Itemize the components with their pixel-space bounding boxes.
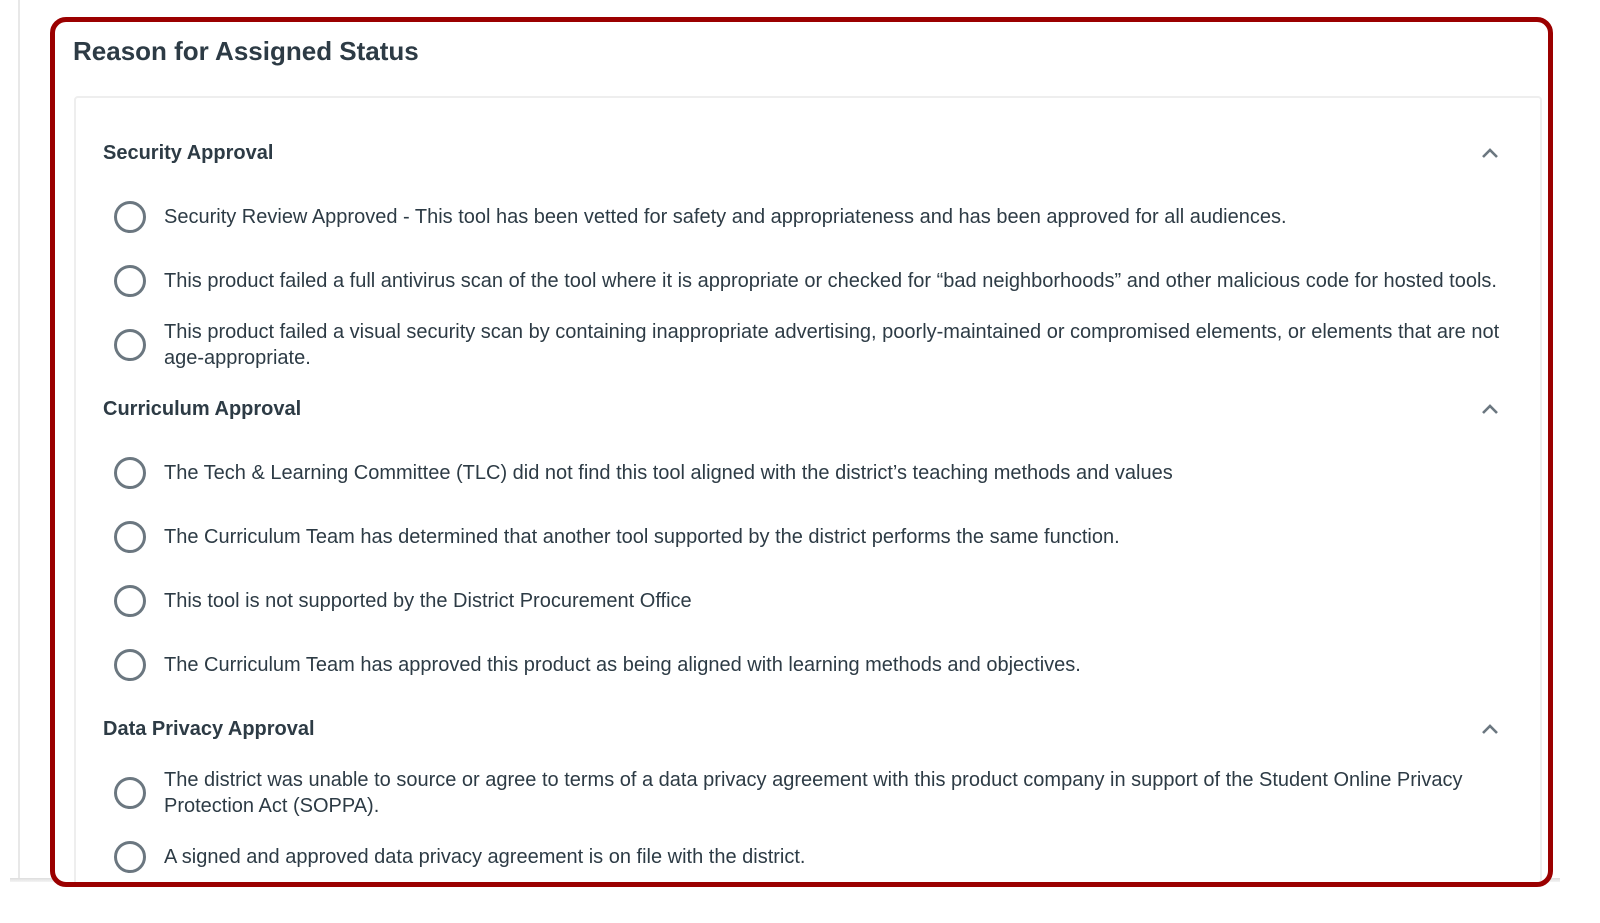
reason-option[interactable] — [76, 441, 1540, 505]
radio-button[interactable] — [114, 585, 146, 617]
section-header[interactable] — [76, 377, 1540, 441]
reason-option-label: The Tech & Learning Committee (TLC) did not find this tool aligned with the district’s teaching methods and values — [164, 462, 1173, 484]
reason-option[interactable] — [76, 761, 1540, 825]
reason-option-label: The district was unable to source or agree to terms of a data privacy agreement with this product company in support of the Student Online Privacy Protection Act (SOPPA). — [164, 769, 1463, 817]
radio-button[interactable] — [114, 201, 146, 233]
section-heading: Curriculum Approval — [103, 397, 302, 420]
chevron-up-icon[interactable] — [1480, 143, 1500, 163]
reason-option[interactable] — [76, 569, 1540, 633]
radio-button[interactable] — [114, 649, 146, 681]
radio-button[interactable] — [114, 521, 146, 553]
reason-option-label: The Curriculum Team has determined that another tool supported by the district performs the same function. — [164, 526, 1120, 548]
reasons-card — [74, 96, 1542, 887]
panel-title: Reason for Assigned Status — [73, 36, 419, 66]
reason-option-label: The Curriculum Team has approved this product as being aligned with learning methods and objectives. — [164, 654, 1081, 676]
reason-sections — [76, 121, 1540, 887]
reason-option-label: This product failed a full antivirus scan of the tool where it is appropriate or checked for “bad neighborhoods” and other malicious code for hosted tools. — [164, 270, 1497, 292]
chevron-up-icon[interactable] — [1480, 399, 1500, 419]
page-left-divider — [18, 0, 20, 880]
reason-option-label: This tool is not supported by the District Procurement Office — [164, 590, 692, 612]
section-header[interactable] — [76, 121, 1540, 185]
reason-option[interactable] — [76, 633, 1540, 697]
reason-option[interactable] — [76, 313, 1540, 377]
radio-button[interactable] — [114, 329, 146, 361]
reason-for-assigned-status-panel — [50, 17, 1553, 887]
section-heading: Security Approval — [103, 141, 274, 164]
reason-option-label: Security Review Approved - This tool has been vetted for safety and appropriateness and has been approved for all audiences. — [164, 206, 1287, 228]
section-heading: Data Privacy Approval — [103, 717, 315, 740]
reason-option[interactable] — [76, 249, 1540, 313]
reason-option-label: A signed and approved data privacy agreement is on file with the district. — [164, 846, 806, 868]
radio-button[interactable] — [114, 265, 146, 297]
reason-option-label: This product failed a visual security scan by containing inappropriate advertising, poorly-maintained or compromised elements, or elements that are not age-appropriate. — [164, 321, 1500, 369]
reason-option[interactable] — [76, 185, 1540, 249]
radio-button[interactable] — [114, 457, 146, 489]
section-header[interactable] — [76, 697, 1540, 761]
radio-button[interactable] — [114, 841, 146, 873]
chevron-up-icon[interactable] — [1480, 719, 1500, 739]
radio-button[interactable] — [114, 777, 146, 809]
reason-option[interactable] — [76, 505, 1540, 569]
reason-option[interactable] — [76, 825, 1540, 887]
